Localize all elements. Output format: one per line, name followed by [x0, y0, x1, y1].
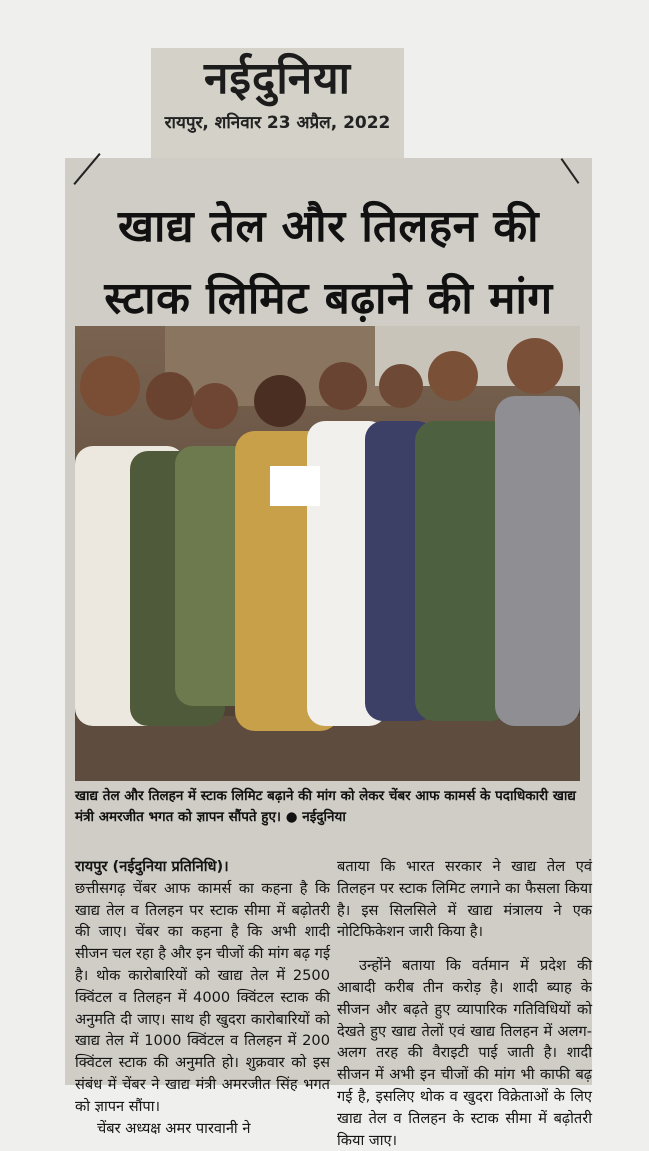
pen-mark — [561, 158, 580, 184]
pen-mark — [73, 153, 100, 185]
article-paragraph: बताया कि भारत सरकार ने खाद्य तेल एवं तिलहन पर स्टाक लिमिट लगाने का फैसला किया है। इस सिलसिले में खाद्य मंत्रालय ने एक नोटिफिकेशन जारी किया है। — [337, 858, 592, 941]
article-clipping — [65, 158, 592, 1149]
caption-text: खाद्य तेल और तिलहन में स्टाक लिमिट बढ़ाने की मांग को लेकर चेंबर आफ कामर्स के पदाधिकारी खाद्य मंत्री अमरजीत भगत को ज्ञापन सौंपते हुए। — [75, 788, 576, 825]
caption-credit-icon: ● — [285, 809, 303, 825]
caption-credit: नईदुनिया — [302, 809, 346, 825]
newspaper-name: नईदुनिया — [203, 53, 352, 104]
edition-dateline: रायपुर, शनिवार 23 अप्रैल, 2022 — [164, 113, 391, 133]
article-paragraph: छत्तीसगढ़ चेंबर आफ कामर्स का कहना है कि खाद्य तेल व तिलहन पर स्टाक सीमा में बढ़ोतरी की जाए। चेंबर का कहना है कि अभी शादी सीजन चल रहा है और इन चीजों की मांग बढ़ गई है। थोक कारोबारियों को खाद्य तेल में 2500 क्विंटल व तिलहन में 4000 क्विंटल स्टाक की अनुमति दी जाए। साथ ही खुदरा कारोबारियों को खाद्य तेल में 1000 क्विंटल व तिलहन में 200 क्विंटल स्टाक की अनुमति हो। शुक्रवार को इस संबंध में चेंबर ने खाद्य मंत्री अमरजीत सिंह भगत को ज्ञापन सौंपा। — [75, 879, 330, 1115]
photo-caption — [75, 786, 583, 828]
headline-line-2: स्टाक लिमिट बढ़ाने की मांग — [104, 273, 553, 324]
article-paragraph: चेंबर अध्यक्ष अमर पारवानी ने — [97, 1119, 251, 1137]
article-dateline: रायपुर (नईदुनिया प्रतिनिधि)। — [75, 858, 229, 875]
article-paragraph: उन्होंने बताया कि वर्तमान में प्रदेश की आबादी करीब तीन करोड़ है। शादी ब्याह के सीजन और बढ़ते हुए व्यापारिक गतिविधियों को देखते हुए खाद्य तेलों एवं खाद्य तिलहन में अलग-अलग तरह की वैराइटी पाई जाती है। शादी सीजन में अभी इन चीजों की मांग भी काफी बढ़ गई है, इसलिए थोक व खुदरा विक्रेताओं के लिए खाद्य तेल व तिलहन के स्टाक सीमा में बढ़ोतरी किया जाए। — [337, 957, 592, 1149]
article-column-left — [75, 856, 330, 1139]
article-column-right — [337, 856, 592, 1151]
newspaper-masthead — [151, 48, 404, 162]
news-photo — [75, 326, 580, 781]
headline-line-1: खाद्य तेल और तिलहन की — [117, 201, 540, 252]
